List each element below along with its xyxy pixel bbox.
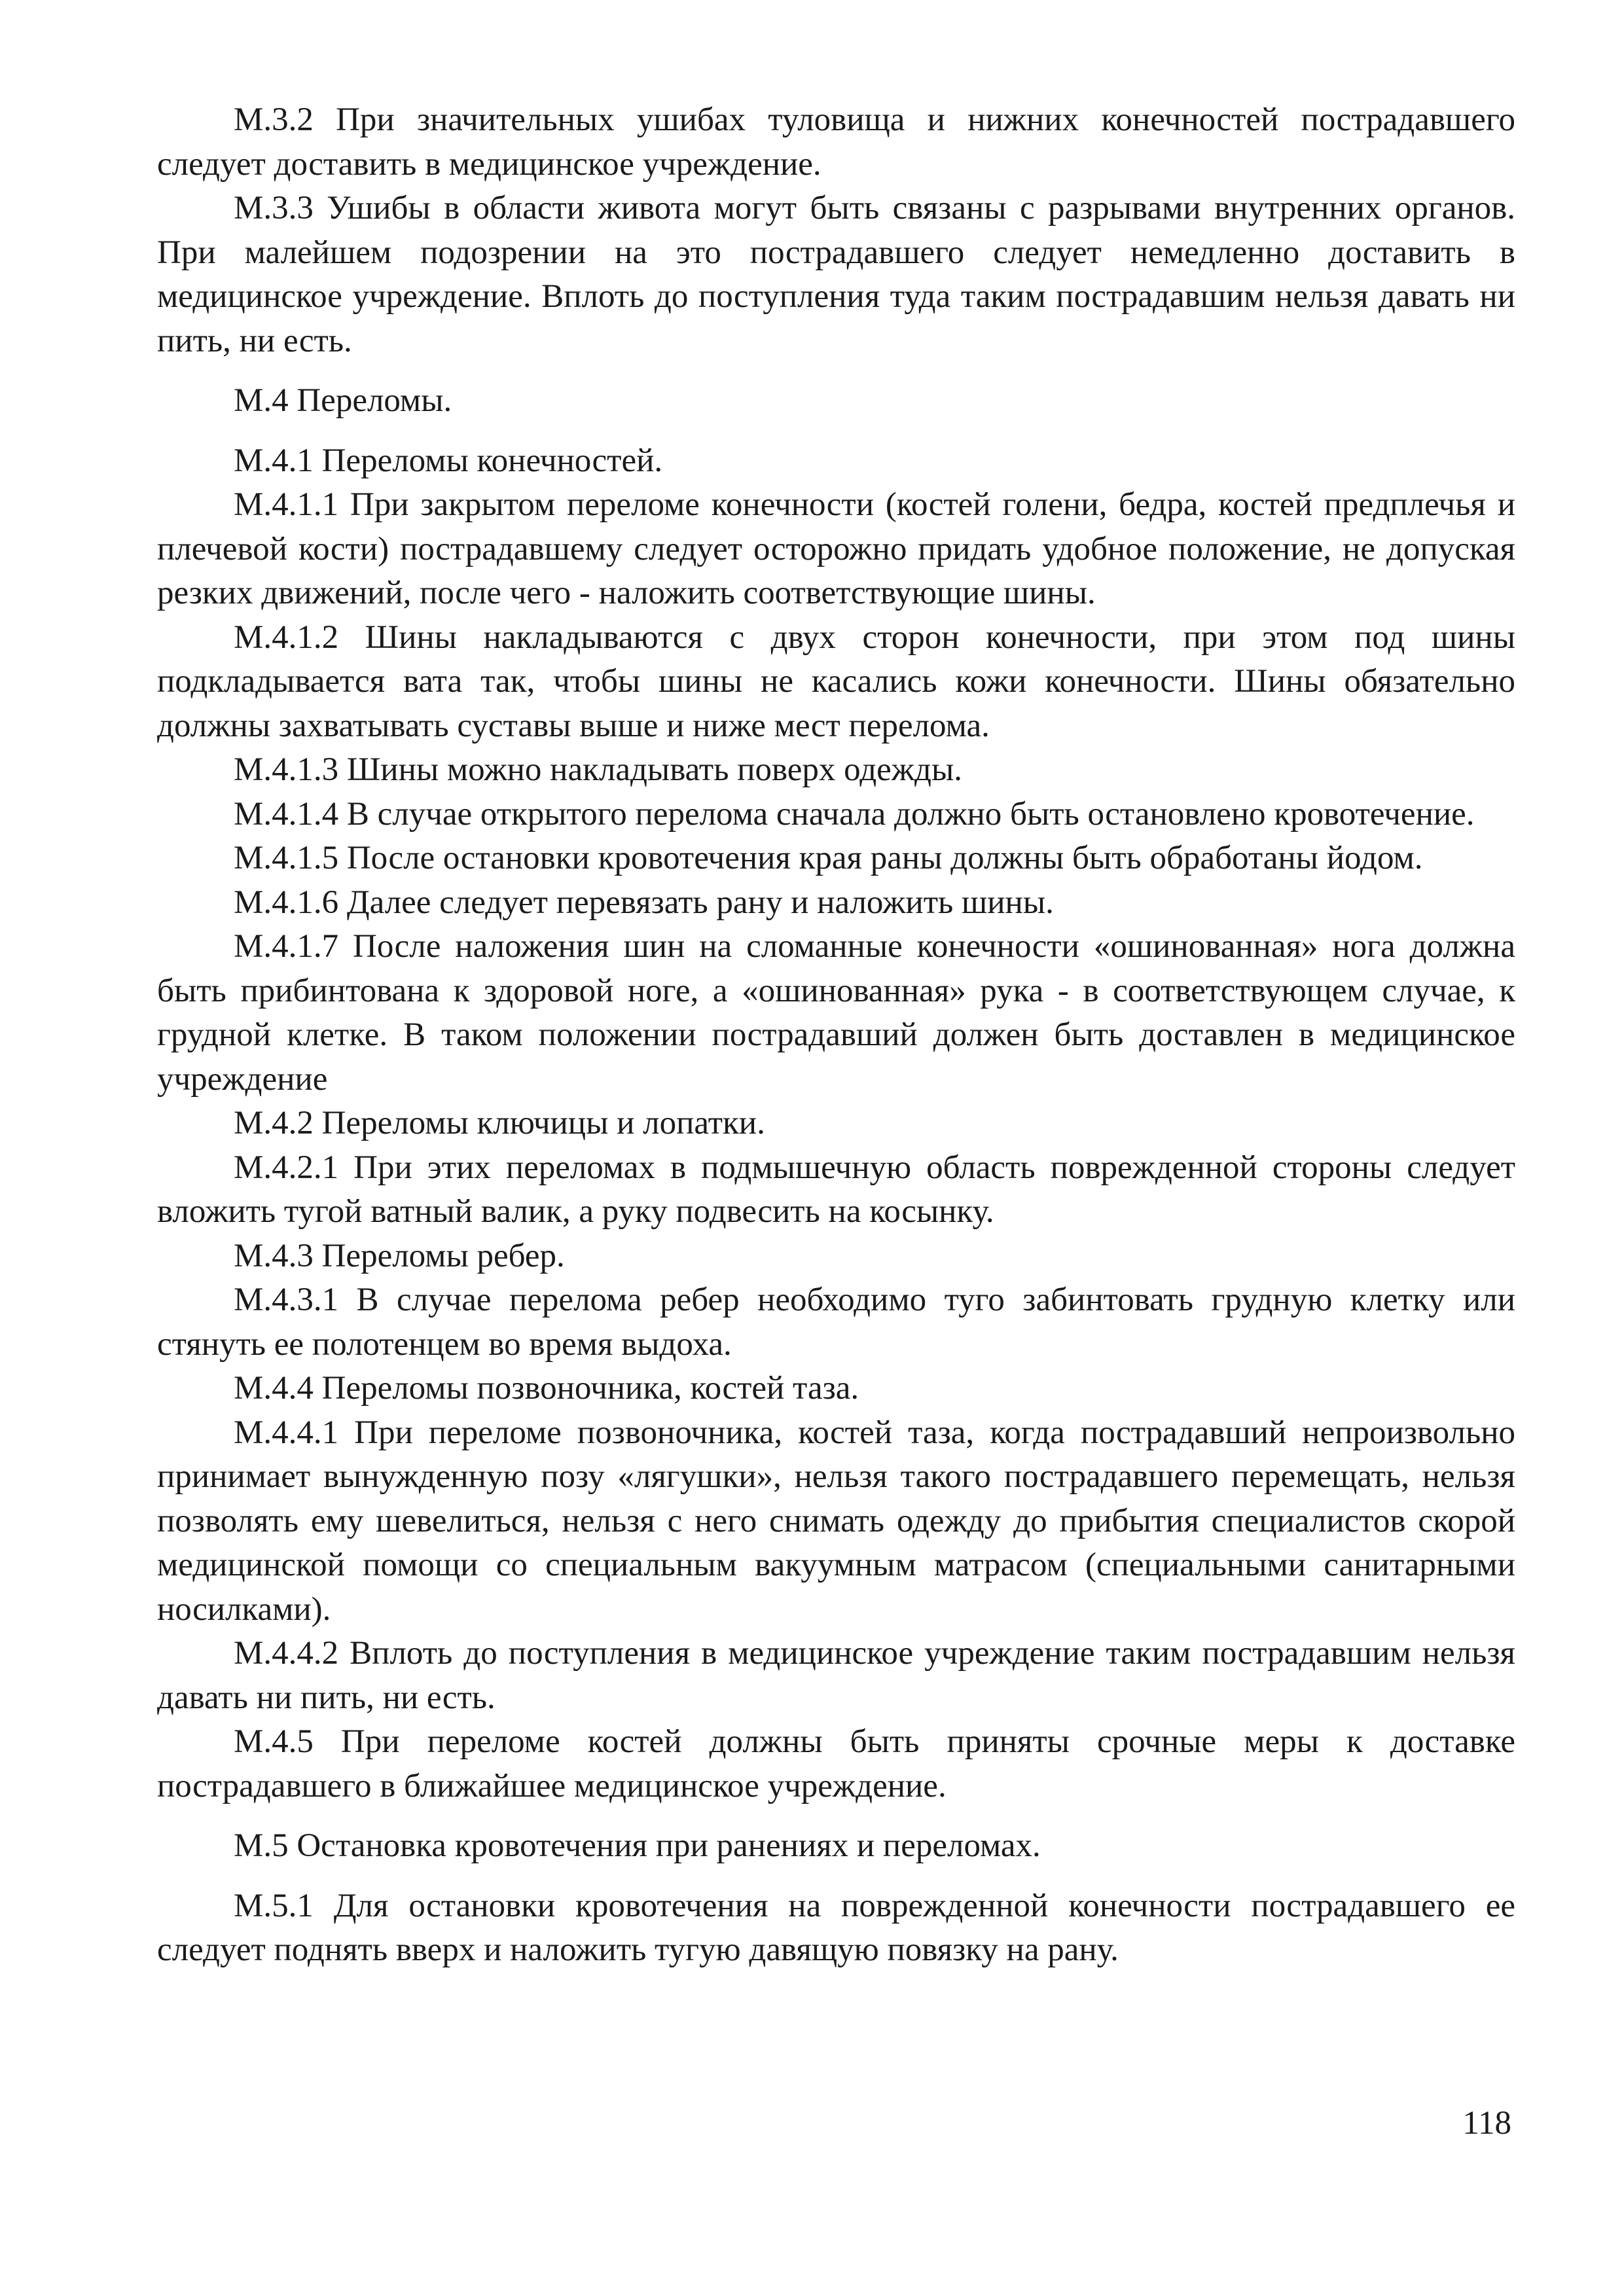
subsection-heading-m-4-2: М.4.2 Переломы ключицы и лопатки. [234, 1105, 765, 1141]
paragraph-m-4-4-1: М.4.4.1 При переломе позвоночника, костей таза, когда пострадавший непроизвольно принимает вынужденную позу «лягушки», нельзя такого пострадавшего перемещать, нельзя позволять ему шевелиться, нельзя с него снимать одежду до прибытия специалистов скорой медицинской помощи со специальным вакуумным матрасом (специальными санитарными носилками). [157, 1414, 1515, 1628]
paragraph-m-4-1-4: М.4.1.4 В случае открытого перелома сначала должно быть остановлено кровотечение. [234, 795, 1475, 833]
paragraph-m-3-3: М.3.3 Ушибы в области живота могут быть связаны с разрывами внутренних органов. При малейшем подозрении на это пострадавшего следует немедленно доставить в медицинское учреждение. Вплоть до поступления туда таким пострадавшим нельзя давать ни пить, ни есть. [157, 190, 1515, 359]
paragraph-m-3-2: М.3.2 При значительных ушибах туловища и нижних конечностей пострадавшего следует доставить в медицинское учреждение. [157, 101, 1515, 183]
document-page [157, 98, 1515, 1973]
paragraph-m-4-3-1: М.4.3.1 В случае перелома ребер необходимо туго забинтовать грудную клетку или стянуть ее полотенцем во время выдоха. [157, 1282, 1515, 1363]
paragraph-m-4-1-6: М.4.1.6 Далее следует перевязать рану и наложить шины. [234, 884, 1054, 921]
paragraph-m-4-4-2: М.4.4.2 Вплоть до поступления в медицинское учреждение таким пострадавшим нельзя давать ни пить, ни есть. [157, 1635, 1515, 1716]
paragraph-m-4-1-2: М.4.1.2 Шины накладываются с двух сторон конечности, при этом под шины подкладывается вата так, чтобы шины не касались кожи конечности. Шины обязательно должны захватывать суставы выше и ниже мест перелома. [157, 619, 1515, 744]
subsection-heading-m-4-4: М.4.4 Переломы позвоночника, костей таза. [234, 1370, 859, 1407]
page-number: 118 [1462, 2105, 1511, 2142]
paragraph-m-4-2-1: М.4.2.1 При этих переломах в подмышечную область поврежденной стороны следует вложить тугой ватный валик, а руку подвесить на косынку. [157, 1149, 1515, 1230]
paragraph-m-4-5: М.4.5 При переломе костей должны быть приняты срочные меры к доставке пострадавшего в ближайшее медицинское учреждение. [157, 1723, 1515, 1804]
paragraph-m-5-1: М.5.1 Для остановки кровотечения на поврежденной конечности пострадавшего ее следует поднять вверх и наложить тугую давящую повязку на рану. [157, 1887, 1515, 1968]
paragraph-m-4-1-7: М.4.1.7 После наложения шин на сломанные конечности «ошинованная» нога должна быть прибинтована к здоровой ноге, а «ошинованная» рука - в соответствующем случае, к грудной клетке. В таком положении пострадавший должен быть доставлен в медицинское учреждение [157, 928, 1515, 1098]
paragraph-m-4-1-1: М.4.1.1 При закрытом переломе конечности (костей голени, бедра, костей предплечья и плечевой кости) пострадавшему следует осторожно придать удобное положение, не допуская резких движений, после чего - наложить соответствующие шины. [157, 486, 1515, 611]
section-heading-m-4: М.4 Переломы. [234, 382, 452, 419]
paragraph-m-4-1-3: М.4.1.3 Шины можно накладывать поверх одежды. [234, 751, 962, 788]
subsection-heading-m-4-1: М.4.1 Переломы конечностей. [234, 442, 663, 479]
section-heading-m-5: М.5 Остановка кровотечения при ранениях и переломах. [234, 1827, 1041, 1864]
paragraph-m-4-1-5: М.4.1.5 После остановки кровотечения края раны должны быть обработаны йодом. [234, 840, 1423, 876]
subsection-heading-m-4-3: М.4.3 Переломы ребер. [234, 1237, 565, 1274]
